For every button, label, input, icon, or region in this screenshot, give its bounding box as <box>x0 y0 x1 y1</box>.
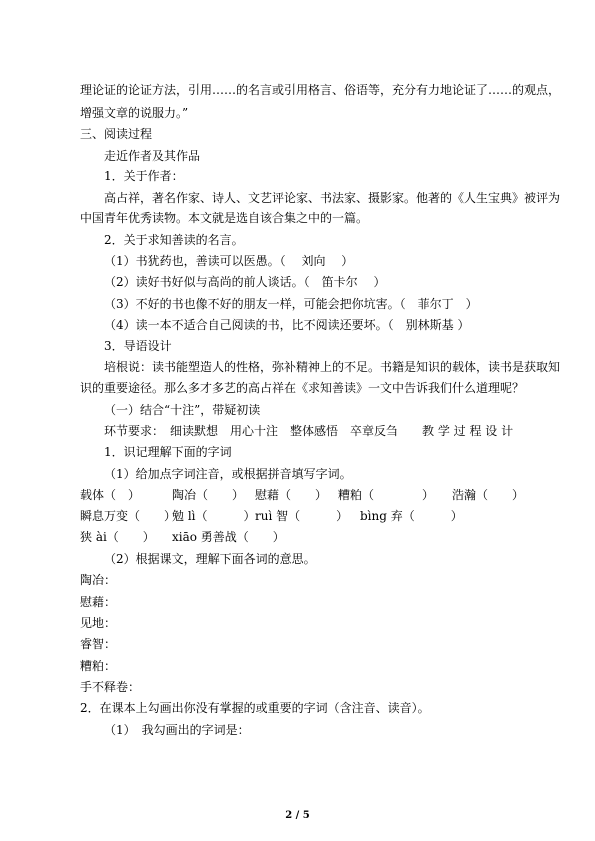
text-line: （1）给加点字词注音，或根据拼音填写字词。 <box>104 467 352 481</box>
text-line: （2）根据课文，理解下面各词的意思。 <box>104 552 316 566</box>
text-line: 中国青年优秀读物。本文就是选自该合集之中的一篇。 <box>80 211 369 225</box>
vocab-item: 浩瀚（ ） <box>452 488 525 502</box>
text-line: 陶冶： <box>80 573 117 587</box>
text-line: 糟粕： <box>80 659 117 673</box>
text-line: 理论证的论证方法，引用……的名言或引用格言、俗语等，充分有力地论证了……的观点， <box>80 83 561 97</box>
text-line: 1．识记理解下面的字词 <box>104 445 232 459</box>
subsection-heading: 走近作者及其作品 <box>104 149 201 163</box>
text-line: 识的重要途径。那么多才多艺的高占祥在《求知善读》一文中告诉我们什么道理呢？ <box>80 381 525 395</box>
text-line: 1．关于作者： <box>104 169 184 183</box>
section-heading: 三、阅读过程 <box>80 127 153 141</box>
vocab-item: 狭 ài（ ） <box>80 530 155 544</box>
vocab-item: 勉 lì（ ） <box>172 509 256 523</box>
text-line: 高占祥，著名作家、诗人、文艺评论家、书法家、摄影家。他著的《人生宝典》被评为 <box>104 191 561 205</box>
text-line: 培根说：读书能塑造人的性格，弥补精神上的不足。书籍是知识的载体，读书是获取知 <box>104 360 561 374</box>
text-line: 手不释卷： <box>80 680 141 694</box>
vocab-item: 糟粕（ ） <box>338 488 435 502</box>
vocab-item: 瞬息万变（ ） <box>80 509 177 523</box>
quote-line: （4）读一本不适合自己阅读的书，比不阅读还要坏。（ 别林斯基 ） <box>104 318 470 332</box>
vocab-item: ruì 智（ ） <box>255 509 349 523</box>
vocab-item: 载体（ ） <box>80 488 141 502</box>
quote-line: （3）不好的书也像不好的朋友一样，可能会把你坑害。（ 菲尔丁 ） <box>104 297 478 311</box>
page-number: 2 / 5 <box>285 810 310 821</box>
text-line: （1） 我勾画出的字词是： <box>104 723 250 737</box>
quote-line: （2）读好书好似与高尚的前人谈话。（ 笛卡尔 ） <box>104 275 386 289</box>
text-line: 3．导语设计 <box>104 339 172 353</box>
vocab-item: xiāo 勇善战（ ） <box>172 530 285 544</box>
text-line: 睿智： <box>80 637 117 651</box>
text-line: 环节要求： 细读默想 用心十注 整体感悟 卒章反刍 教 学 过 程 设 计 <box>104 424 514 438</box>
quote-line: （1）书犹药也，善读可以医愚。（ 刘向 ） <box>104 254 354 268</box>
text-line: 见地： <box>80 616 117 630</box>
text-line: 2．在课本上勾画出你没有掌握的或重要的字词（含注音、读音）。 <box>80 701 430 715</box>
text-line: 增强文章的说服力。” <box>80 106 189 120</box>
text-line: 2．关于求知善读的名言。 <box>104 233 244 247</box>
text-line: 慰藉： <box>80 595 117 609</box>
vocab-item: 陶冶（ ） <box>172 488 245 502</box>
vocab-item: 慰藉（ ） <box>255 488 328 502</box>
text-line: （一）结合“十注”，带疑初读 <box>104 403 261 417</box>
vocab-item: bìng 弃（ ） <box>360 509 463 523</box>
